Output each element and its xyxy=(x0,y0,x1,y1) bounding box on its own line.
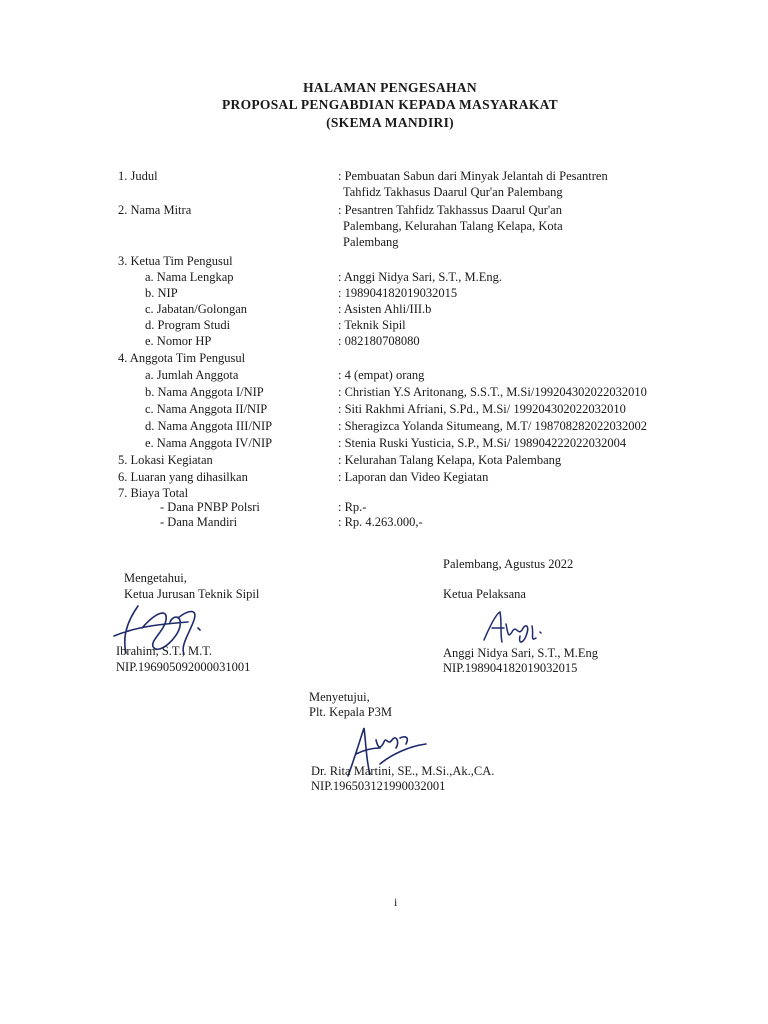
field-value: : Christian Y.S Aritonang, S.S.T., M.Si/199204302022032010 xyxy=(338,385,647,399)
field-value: : Stenia Ruski Yusticia, S.P., M.Si/ 198904222022032004 xyxy=(338,436,627,450)
place-date: Palembang, Agustus 2022 xyxy=(443,557,574,571)
field-label: a. Nama Lengkap xyxy=(145,270,234,284)
bottom-sign-name: Dr. Rita Martini, SE., M.Si.,Ak.,CA. xyxy=(311,764,495,778)
field-label: d. Program Studi xyxy=(145,318,231,332)
field-label: c. Jabatan/Golongan xyxy=(145,302,248,316)
field-value: Tahfidz Takhasus Daarul Qur'an Palembang xyxy=(343,185,563,199)
field-label: b. NIP xyxy=(145,286,178,300)
field-label: - Dana Mandiri xyxy=(160,515,238,529)
field-value: : Anggi Nidya Sari, S.T., M.Eng. xyxy=(338,270,503,284)
field-value: : Kelurahan Talang Kelapa, Kota Palembang xyxy=(338,453,562,467)
left-sign-line-1: Mengetahui, xyxy=(124,571,187,585)
right-signature-icon xyxy=(478,606,548,648)
field-value: : Pesantren Tahfidz Takhassus Daarul Qur'an xyxy=(338,203,562,217)
field-label: a. Jumlah Anggota xyxy=(145,368,239,382)
field-value: : 198904182019032015 xyxy=(338,286,458,300)
field-value: : Teknik Sipil xyxy=(338,318,406,332)
field-label: 1. Judul xyxy=(118,169,158,183)
field-label: 6. Luaran yang dihasilkan xyxy=(118,470,248,484)
title-line-3: (SKEMA MANDIRI) xyxy=(326,115,454,130)
field-value: : Rp.- xyxy=(338,500,367,514)
left-sign-nip: NIP.196905092000031001 xyxy=(116,660,251,674)
field-value: : Sheragizca Yolanda Situmeang, M.T/ 198708282022032002 xyxy=(338,419,647,433)
field-value: : Siti Rakhmi Afriani, S.Pd., M.Si/ 199204302022032010 xyxy=(338,402,626,416)
field-label: e. Nomor HP xyxy=(145,334,212,348)
field-label: 2. Nama Mitra xyxy=(118,203,192,217)
bottom-sign-line-1: Menyetujui, xyxy=(309,690,370,704)
field-label: d. Nama Anggota III/NIP xyxy=(145,419,273,433)
page-number: i xyxy=(394,895,398,909)
field-label: 5. Lokasi Kegiatan xyxy=(118,453,213,467)
field-label: c. Nama Anggota II/NIP xyxy=(145,402,268,416)
field-value: Palembang, Kelurahan Talang Kelapa, Kota xyxy=(343,219,563,233)
left-sign-name: Ibrahim, S.T., M.T. xyxy=(116,644,213,658)
field-value: Palembang xyxy=(343,235,399,249)
title-line-2: PROPOSAL PENGABDIAN KEPADA MASYARAKAT xyxy=(221,97,558,112)
title-line-1: HALAMAN PENGESAHAN xyxy=(303,80,477,95)
field-value: : Pembuatan Sabun dari Minyak Jelantah di Pesantren xyxy=(338,169,608,183)
bottom-sign-nip: NIP.196503121990032001 xyxy=(311,779,446,793)
section-label: 3. Ketua Tim Pengusul xyxy=(118,254,233,268)
field-label: - Dana PNBP Polsri xyxy=(160,500,260,514)
right-sign-nip: NIP.198904182019032015 xyxy=(443,661,578,675)
field-label: b. Nama Anggota I/NIP xyxy=(145,385,264,399)
field-label: e. Nama Anggota IV/NIP xyxy=(145,436,273,450)
field-value: : Rp. 4.263.000,- xyxy=(338,515,423,529)
bottom-sign-line-2: Plt. Kepala P3M xyxy=(309,705,392,719)
right-sign-role: Ketua Pelaksana xyxy=(443,587,526,601)
field-value: : Asisten Ahli/III.b xyxy=(338,302,432,316)
field-value: : 082180708080 xyxy=(338,334,420,348)
right-sign-name: Anggi Nidya Sari, S.T., M.Eng xyxy=(443,646,598,660)
field-value: : Laporan dan Video Kegiatan xyxy=(338,470,489,484)
section-label: 7. Biaya Total xyxy=(118,486,189,500)
section-label: 4. Anggota Tim Pengusul xyxy=(118,351,246,365)
field-value: : 4 (empat) orang xyxy=(338,368,425,382)
left-sign-line-2: Ketua Jurusan Teknik Sipil xyxy=(124,587,260,601)
